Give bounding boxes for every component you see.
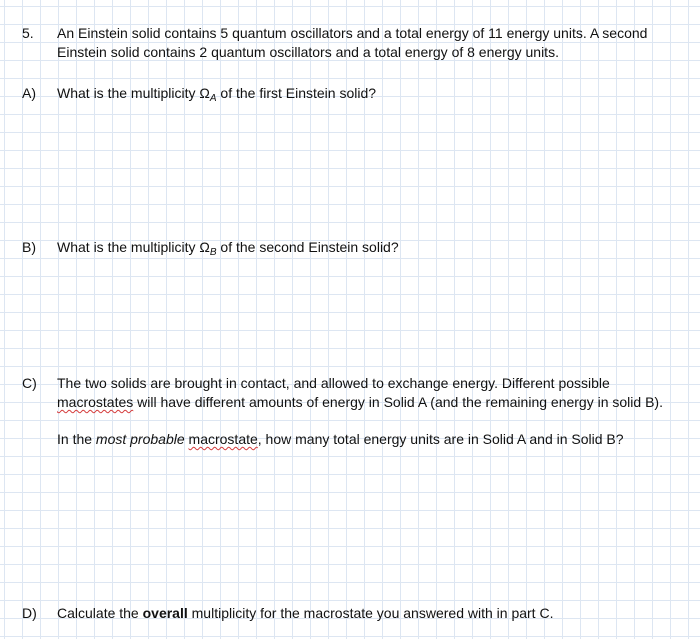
part-a-question (57, 84, 677, 103)
part-d-text-before: Calculate the (57, 605, 143, 621)
part-c-question (57, 374, 677, 449)
spellcheck-macrostate: macrostate (188, 431, 258, 447)
part-a-text-after: of the first Einstein solid? (216, 85, 377, 101)
part-d-marker: D) (22, 605, 37, 621)
part-d-question (57, 604, 677, 623)
part-b-text-before: What is the multiplicity (57, 239, 200, 255)
part-c-p1-after: will have different amounts of energy in Solid A (and the remaining energy in solid B). (133, 394, 663, 410)
part-c-p2-lead: In the (57, 431, 96, 447)
part-c-p2-after: , how many total energy units are in Solid A and in Solid B? (257, 431, 624, 447)
omega-b-subscript: B (209, 247, 217, 258)
part-c-marker: C) (22, 375, 37, 391)
spellcheck-macrostates: macrostates (57, 394, 134, 410)
overall-bold: overall (142, 605, 188, 621)
most-probable-emphasis: most probable (95, 431, 185, 447)
problem-intro: An Einstein solid contains 5 quantum oscillators and a total energy of 11 energy units. A second Einstein solid contains 2 quantum oscillators and a total energy of 8 energy units. (57, 25, 648, 60)
part-c-p1-before: The two solids are brought in contact, and allowed to exchange energy. Different possible (57, 375, 610, 391)
part-b-marker: B) (22, 239, 36, 255)
problem-number: 5. (22, 25, 34, 41)
part-d-text-after: multiplicity for the macrostate you answered with in part C. (187, 605, 554, 621)
part-b-text-after: of the second Einstein solid? (216, 239, 399, 255)
part-a-text-before: What is the multiplicity (57, 85, 200, 101)
part-b-question (57, 238, 677, 257)
omega-a-subscript: A (209, 93, 217, 104)
part-a-marker: A) (22, 85, 36, 101)
paragraph-gap (57, 412, 677, 430)
omega-b-symbol: Ω (199, 239, 210, 255)
omega-a-symbol: Ω (199, 85, 210, 101)
